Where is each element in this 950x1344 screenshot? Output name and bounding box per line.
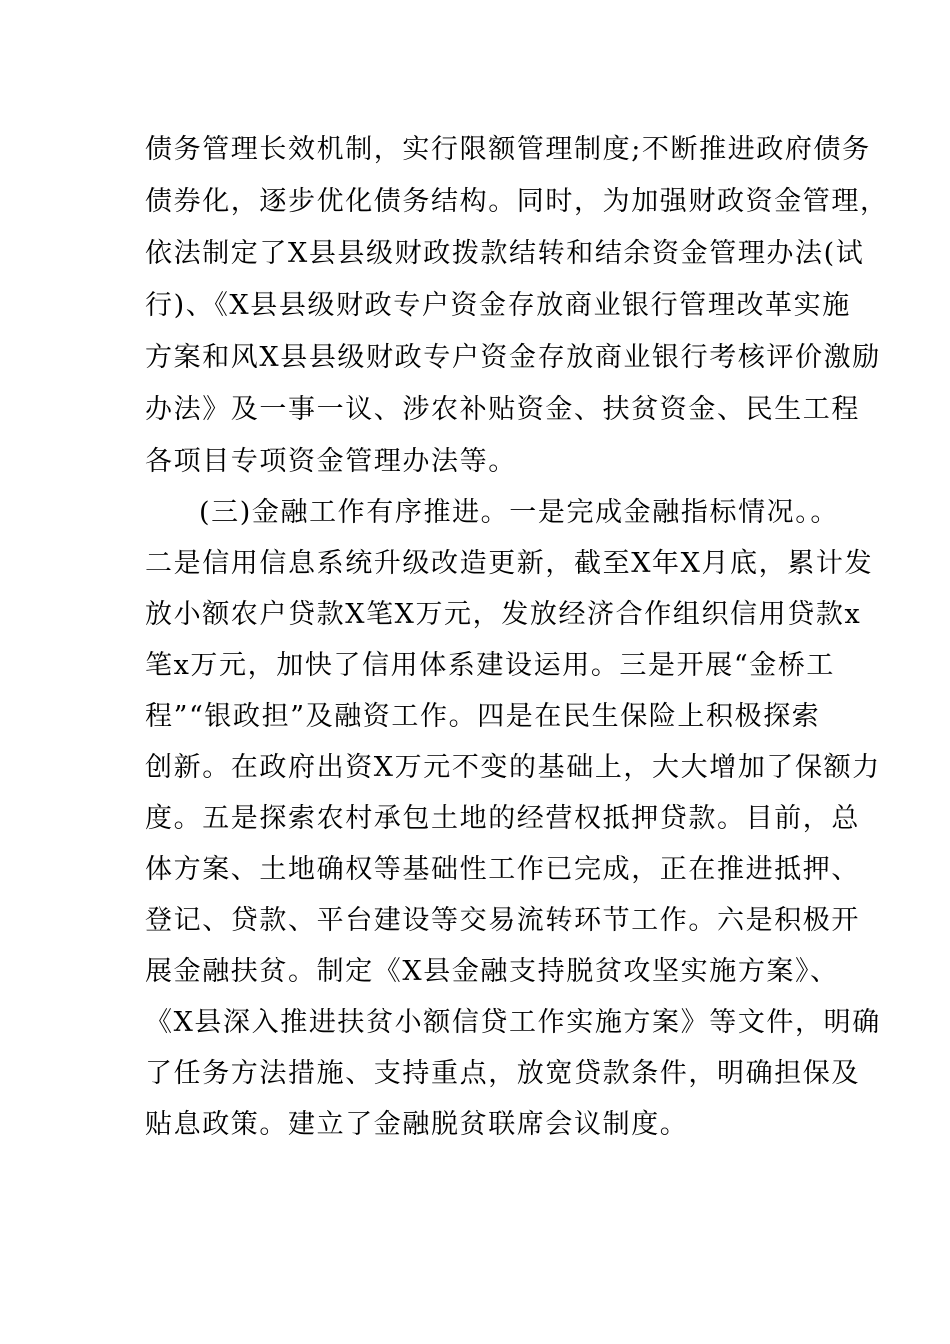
text-line: 依法制定了X县县级财政拨款结转和结余资金管理办法(试 (145, 238, 865, 269)
text-line: 了任务方法措施、支持重点，放宽贷款条件，明确担保及 (145, 1058, 860, 1089)
text-line: 办法》及一事一议、涉农补贴资金、扶贫资金、民生工程 (145, 394, 860, 425)
text-line: 行)、《X县县级财政专户资金存放商业银行管理改革实施 (145, 290, 851, 321)
text-line: 放小额农户贷款X笔X万元，发放经济合作组织信用贷款x (145, 599, 862, 630)
section-heading-line: (三)金融工作有序推进。一是完成金融指标情况。。 (199, 497, 839, 528)
text-line: 各项目专项资金管理办法等。 (145, 446, 517, 477)
text-line: 贴息政策。建立了金融脱贫联席会议制度。 (145, 1109, 689, 1140)
text-line: 《X县深入推进扶贫小额信贷工作实施方案》等文件，明确 (145, 1007, 881, 1038)
text-line: 债券化，逐步优化债务结构。同时，为加强财政资金管理， (145, 186, 889, 217)
text-line: 债务管理长效机制，实行限额管理制度;不断推进政府债务 (145, 134, 871, 165)
text-line: 登记、贷款、平台建设等交易流转环节工作。六是积极开 (145, 905, 860, 936)
text-line: 程”“银政担”及融资工作。四是在民生保险上积极探索 (145, 701, 821, 732)
text-line: 度。五是探索农村承包土地的经营权抵押贷款。目前，总 (145, 803, 860, 834)
text-line: 体方案、土地确权等基础性工作已完成，正在推进抵押、 (145, 854, 860, 885)
text-line: 展金融扶贫。制定《X县金融支持脱贫攻坚实施方案》、 (145, 956, 839, 987)
text-line: 方案和风X县县级财政专户资金存放商业银行考核评价激励 (145, 342, 881, 373)
text-line: 笔x万元，加快了信用体系建设运用。三是开展“金桥工 (145, 650, 836, 681)
text-line: 创新。在政府出资X万元不变的基础上，大大增加了保额力 (145, 752, 881, 783)
text-line: 二是信用信息系统升级改造更新，截至X年X月底，累计发 (145, 548, 874, 579)
